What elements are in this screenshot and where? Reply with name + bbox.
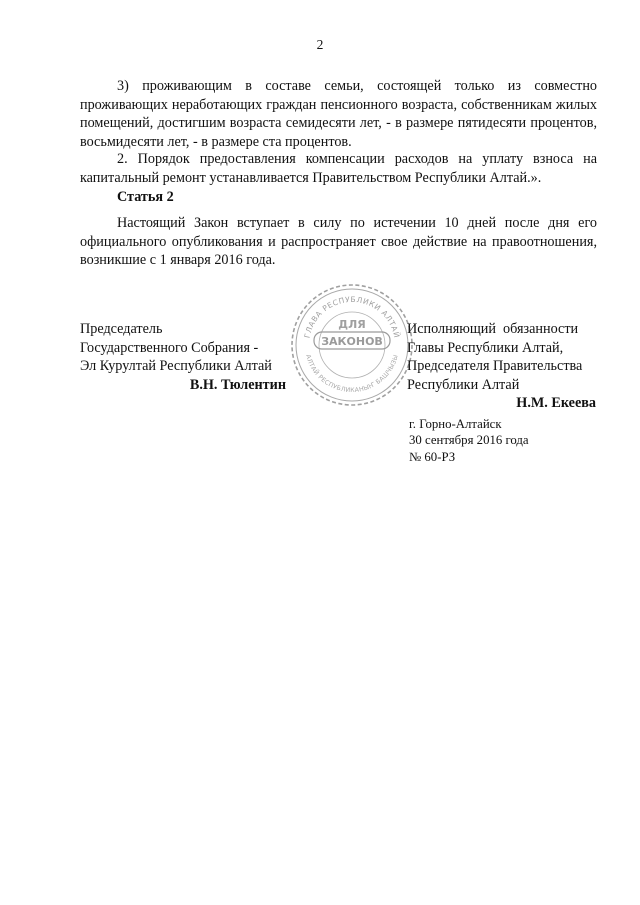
svg-text:ДЛЯ: ДЛЯ — [338, 318, 366, 331]
signature-title-line: Председателя Правительства — [407, 358, 583, 375]
signature-title-line: Эл Курултай Республики Алтай — [80, 358, 272, 375]
signatory-name: Н.М. Екеева — [516, 395, 596, 412]
svg-text:АЛТАЙ РЕСПУБЛИКАНЫҤ БАШЧЫЗЫ: АЛТАЙ РЕСПУБЛИКАНЫҤ БАШЧЫЗЫ — [304, 353, 400, 395]
signature-title-line: Государственного Собрания - — [80, 339, 259, 356]
svg-text:ЗАКОНОВ: ЗАКОНОВ — [321, 335, 383, 348]
article-body — [80, 214, 597, 270]
signature-title-line: Исполняющий обязанности — [407, 321, 579, 337]
city-label: г. Горно-Алтайск — [409, 417, 502, 431]
paragraph-item-2-procedure — [80, 150, 597, 187]
paragraph-item-3 — [80, 77, 597, 151]
paragraph-text: 3) проживающим в составе семьи, состоящей только из совместно проживающих неработающих граждан пенсионного возраста, собственникам жилых помещений, достигшим возраста семидесяти лет, - в размере пятидесяти процентов, восьмидесяти лет, - в размере ста процентов. — [80, 78, 597, 150]
page-number: 2 — [316, 37, 324, 52]
signature-title-line: Республики Алтай — [407, 376, 520, 393]
law-number-label: № 60-РЗ — [409, 449, 456, 464]
article-text: Настоящий Закон вступает в силу по истечении 10 дней после дня его официального опубликования и распространяет свое действие на правоотношения, возникшие с 1 января 2016 года. — [80, 215, 597, 269]
paragraph-text: 2. Порядок предоставления компенсации расходов на уплату взноса на капитальный ремонт устанавливается Правительством Республики Алтай.». — [80, 151, 597, 186]
svg-text:ГЛАВА РЕСПУБЛИКИ АЛТАЙ: ГЛАВА РЕСПУБЛИКИ АЛТАЙ — [302, 294, 402, 339]
signatory-name: В.Н. Тюлентин — [189, 376, 286, 393]
signature-block-left — [80, 320, 286, 394]
article-heading: Статья 2 — [117, 189, 174, 205]
place-date-number — [409, 416, 529, 465]
signature-block-right — [407, 320, 596, 413]
signature-title-line: Председатель — [80, 321, 163, 337]
date-label: 30 сентября 2016 года — [409, 433, 529, 448]
official-seal-stamp — [287, 280, 417, 410]
signature-title-line: Главы Республики Алтай, — [407, 339, 564, 356]
